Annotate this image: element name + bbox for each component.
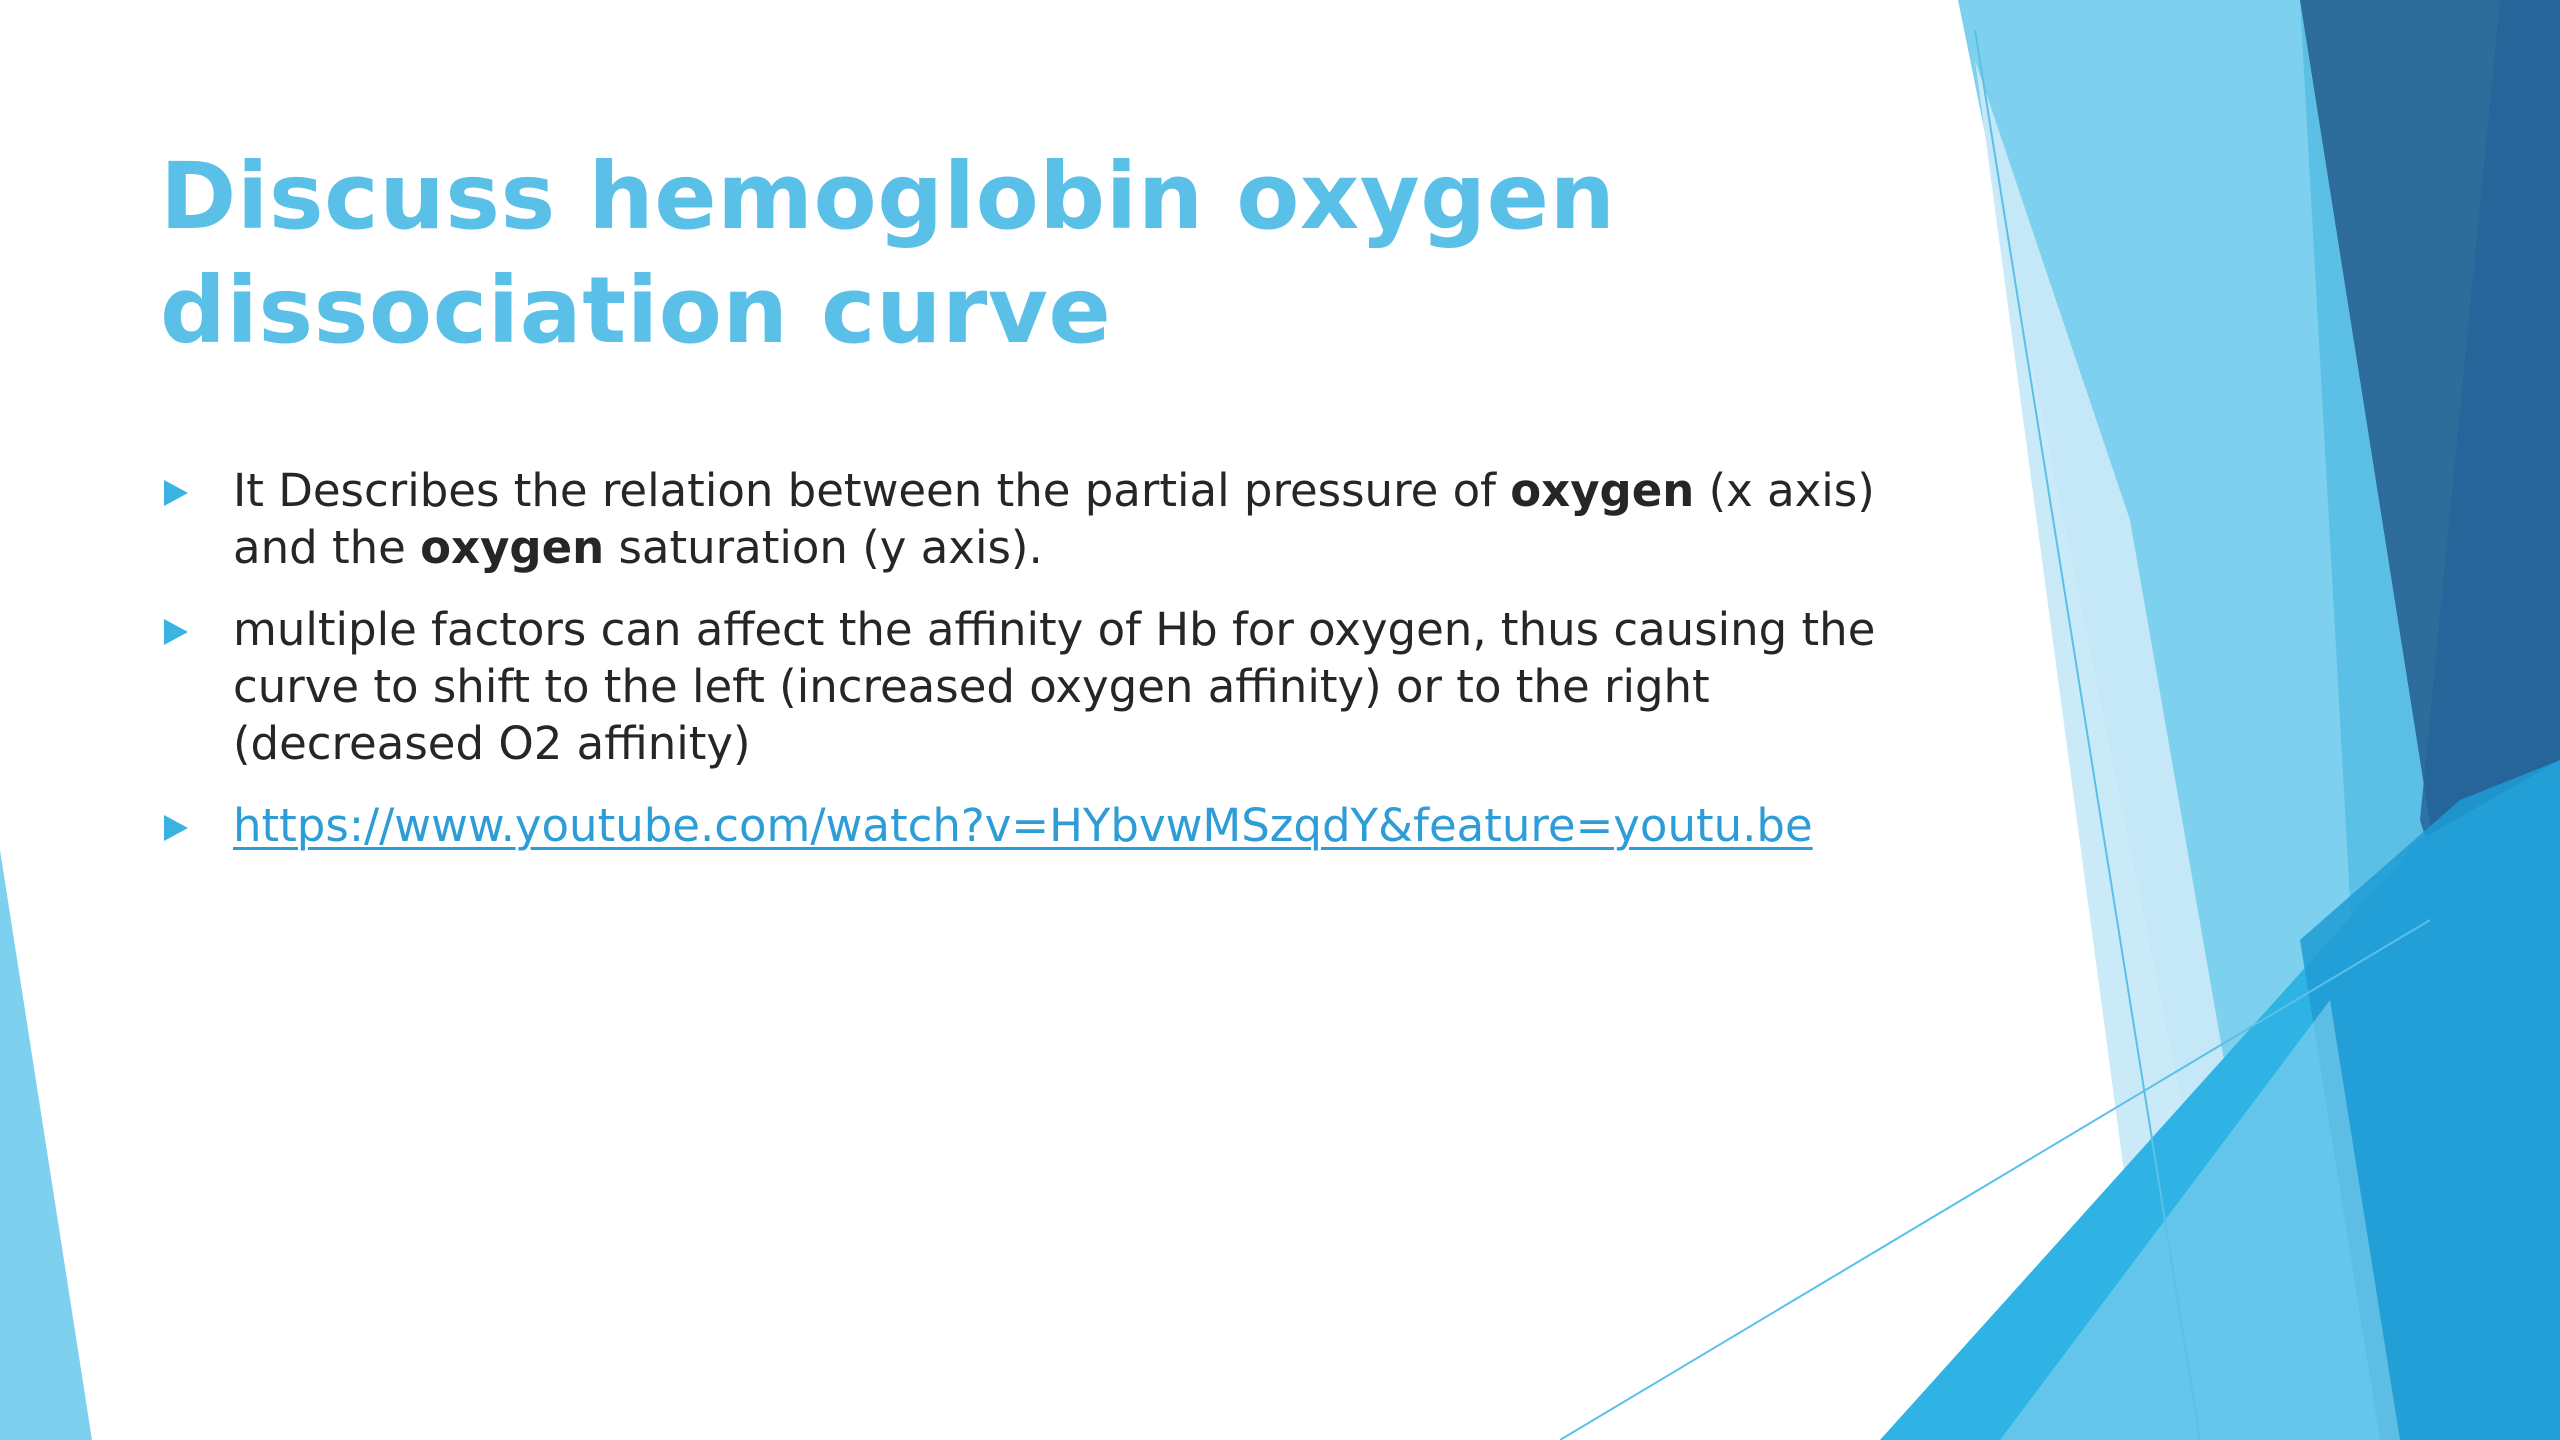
triangle-right-icon <box>164 815 188 841</box>
bullet-text-part: (x axis) and the <box>233 464 1875 574</box>
bold-keyword-oxygen: oxygen <box>420 521 605 574</box>
title-line-1: Discuss hemoglobin oxygen <box>160 143 1616 250</box>
left-edge-shape <box>0 850 92 1440</box>
bullet-item-factors <box>160 601 1940 772</box>
bullet-text-part: saturation (y axis). <box>604 521 1043 574</box>
title-line-2: dissociation curve <box>160 257 1112 364</box>
bullet-item-link <box>160 797 1940 854</box>
slide-title <box>160 140 1860 368</box>
triangle-right-icon <box>164 480 188 506</box>
bullet-link-wrapper <box>233 797 1940 854</box>
bullet-text-factors: multiple factors can affect the affinity of Hb for oxygen, thus causing the curve to shift to the left (increased oxygen affinity) or to the right (decreased O2 affinity) <box>233 603 1876 770</box>
triangle-right-icon <box>164 619 188 645</box>
bold-keyword-oxygen: oxygen <box>1510 464 1695 517</box>
bullet-item-relation <box>160 462 1940 576</box>
bullet-text-part: It Describes the relation between the partial pressure of <box>233 464 1511 517</box>
youtube-link[interactable]: https://www.youtube.com/watch?v=HYbvwMSzqdY&feature=youtu.be <box>233 799 1813 852</box>
bullet-list <box>160 462 1940 879</box>
bullet-text-relation <box>233 462 1940 576</box>
